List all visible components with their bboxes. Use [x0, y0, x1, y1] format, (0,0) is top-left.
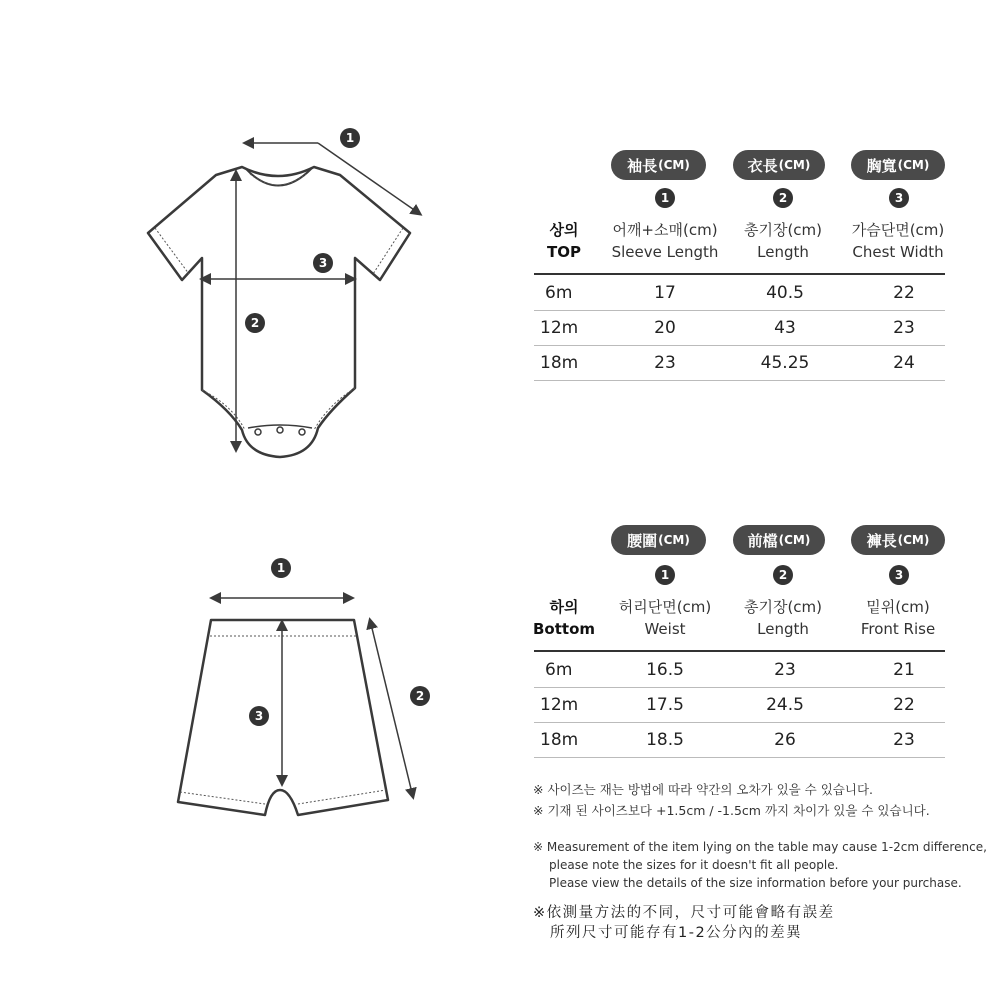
row-rule: [534, 380, 945, 381]
hdr-rise: 밑위(cm) Front Rise: [860, 598, 936, 638]
col-num-chest: 3: [889, 188, 909, 208]
bottom-label: 하의 Bottom: [532, 598, 595, 638]
row-rule: [534, 722, 945, 723]
bodysuit-diagram: [0, 0, 520, 480]
row-rule: [534, 687, 945, 688]
note-zh-1: ※依測量方法的不同，尺寸可能會略有誤差: [533, 905, 835, 921]
shorts-diagram: [0, 500, 520, 840]
bottom-header-rule: [534, 650, 945, 652]
top-header-rule: [534, 273, 945, 275]
marker-length: 2: [245, 313, 265, 333]
hdr-waist: 허리단면(cm) Weist: [618, 598, 712, 638]
col-num-length: 2: [773, 188, 793, 208]
hdr-bottom-length: 총기장(cm) Length: [743, 598, 823, 638]
marker-chest: 3: [313, 253, 333, 273]
top-label: 상의 TOP: [547, 221, 581, 261]
col-num-waist: 1: [655, 565, 675, 585]
col-num-bottom-length: 2: [773, 565, 793, 585]
marker-rise: 3: [249, 706, 269, 726]
hdr-sleeve: 어깨+소매(cm) Sleeve Length: [611, 221, 719, 261]
hdr-chest: 가슴단면(cm) Chest Width: [851, 221, 945, 261]
hdr-length: 총기장(cm) Length: [743, 221, 823, 261]
row-rule: [534, 310, 945, 311]
row-rule: [534, 757, 945, 758]
note-zh-2: 所列尺寸可能存有1-2公分內的差異: [550, 925, 803, 941]
marker-waist: 1: [271, 558, 291, 578]
note-ko-1: ※ 사이즈는 재는 방법에 따라 약간의 오차가 있을 수 있습니다.: [533, 782, 874, 797]
note-en-3: Please view the details of the size information before your purchase.: [549, 876, 962, 890]
pill-bottom-length: 前檔 (CM): [733, 525, 825, 555]
note-en-2: please note the sizes for it doesn't fit all people.: [549, 858, 839, 872]
pill-length: 衣長 (CM): [733, 150, 825, 180]
note-ko-2: ※ 기재 된 사이즈보다 +1.5cm / -1.5cm 까지 차이가 있을 수 있습니다.: [533, 803, 930, 818]
pill-rise: 褲長 (CM): [851, 525, 945, 555]
pill-waist: 腰圍 (CM): [611, 525, 706, 555]
note-en-1: ※ Measurement of the item lying on the table may cause 1-2cm difference,: [533, 840, 987, 854]
col-num-rise: 3: [889, 565, 909, 585]
marker-sleeve: 1: [340, 128, 360, 148]
pill-chest: 胸寬 (CM): [851, 150, 945, 180]
col-num-sleeve: 1: [655, 188, 675, 208]
row-rule: [534, 345, 945, 346]
marker-bottom-length: 2: [410, 686, 430, 706]
pill-sleeve: 袖長 (CM): [611, 150, 706, 180]
